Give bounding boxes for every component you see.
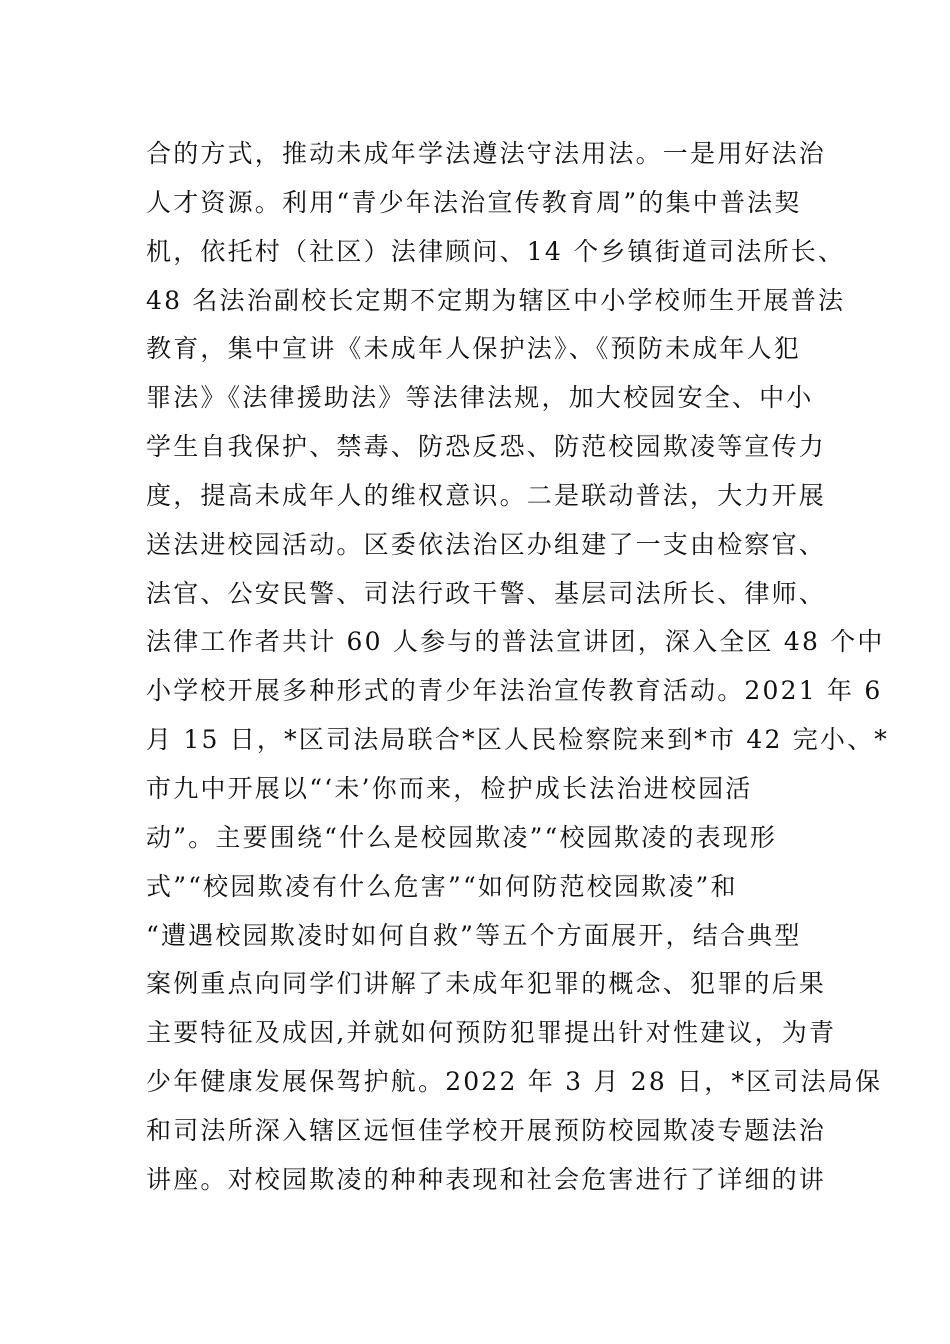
body-paragraph — [146, 130, 890, 1205]
text-line: 动”。主要围绕“什么是校园欺凌”“校园欺凌的表现形 — [146, 822, 778, 852]
text-line: 罪法》《法律援助法》等法律法规，加大校园安全、中小 — [146, 383, 814, 413]
text-line: 度，提高未成年人的维权意识。二是联动普法，大力开展 — [146, 480, 827, 510]
text-line: 法官、公安民警、司法行政干警、基层司法所长、律师、 — [146, 578, 827, 608]
text-line: 48 名法治副校长定期不定期为辖区中小学校师生开展普法 — [146, 285, 846, 315]
text-line: “遭遇校园欺凌时如何自救”等五个方面展开，结合典型 — [146, 920, 802, 950]
text-line: 人才资源。利用“青少年法治宣传教育周”的集中普法契 — [146, 187, 802, 217]
text-line: 讲座。对校园欺凌的种种表现和社会危害进行了详细的讲 — [146, 1164, 827, 1194]
text-line: 小学校开展多种形式的青少年法治宣传教育活动。2021 年 6 — [146, 676, 883, 706]
text-line: 少年健康发展保驾护航。2022 年 3 月 28 日，*区司法局保 — [146, 1067, 883, 1097]
text-line: 机，依托村（社区）法律顾问、14 个乡镇街道司法所长、 — [146, 236, 846, 266]
text-line: 主要特征及成因,并就如何预防犯罪提出针对性建议，为青 — [146, 1018, 837, 1048]
text-line: 案例重点向同学们讲解了未成年犯罪的概念、犯罪的后果 — [146, 969, 827, 999]
text-line: 式”“校园欺凌有什么危害”“如何防范校园欺凌”和 — [146, 871, 738, 901]
text-line: 学生自我保护、禁毒、防恐反恐、防范校园欺凌等宣传力 — [146, 432, 827, 462]
text-line: 法律工作者共计 60 人参与的普法宣讲团，深入全区 48 个中 — [146, 627, 885, 657]
text-line: 送法进校园活动。区委依法治区办组建了一支由检察官、 — [146, 529, 827, 559]
text-line: 合的方式，推动未成年学法遵法守法用法。一是用好法治 — [146, 139, 827, 168]
text-line: 月 15 日，*区司法局联合*区人民检察院来到*市 42 完小、* — [146, 725, 890, 755]
text-line: 市九中开展以“‘未’你而来，检护成长法治进校园活 — [146, 773, 753, 803]
text-line: 和司法所深入辖区远恒佳学校开展预防校园欺凌专题法治 — [146, 1115, 827, 1145]
text-line: 教育，集中宣讲《未成年人保护法》、《预防未成年人犯 — [146, 334, 802, 364]
